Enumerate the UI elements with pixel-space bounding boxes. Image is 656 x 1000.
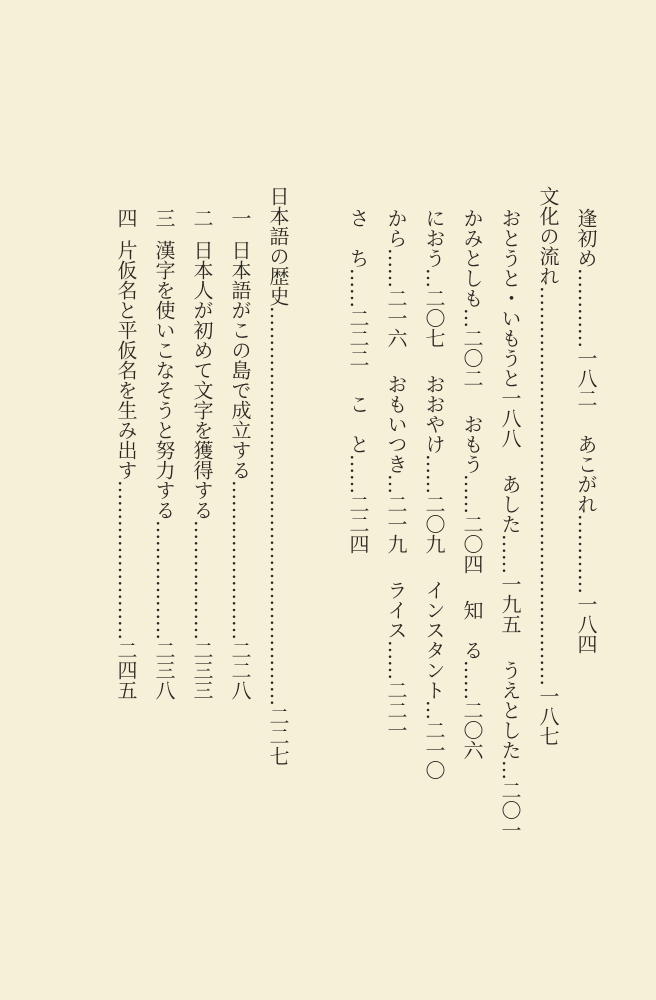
chapter-number: 二 — [190, 208, 214, 228]
leader-dots: ………… — [574, 514, 598, 594]
toc-entry-page: 二〇九 — [422, 494, 446, 554]
toc-entry-page: 二二七 — [266, 706, 290, 766]
toc-entry-title: 知 る — [460, 600, 484, 660]
toc-entry-title: うえとした — [498, 660, 522, 760]
leader-dots: …………………… — [228, 480, 252, 640]
toc-column-7 — [344, 208, 372, 968]
toc-entry-page: 二〇二 — [460, 328, 484, 388]
toc-entry-title: あこがれ — [574, 434, 598, 514]
toc-column-8 — [264, 186, 292, 946]
toc-column-1 — [572, 208, 600, 968]
toc-entry-title: おもう — [460, 414, 484, 474]
toc-entry-title: 片仮名と平仮名を生み出す — [114, 240, 138, 480]
toc-entry-title: 日本語がこの島で成立する — [228, 240, 252, 480]
toc-entry-page: 二〇四 — [460, 514, 484, 574]
chapter-number: 四 — [114, 208, 138, 228]
leader-dots: …… — [384, 248, 408, 288]
toc-entry-page: 一八二 — [574, 348, 598, 408]
leader-dots: …… — [460, 474, 484, 514]
toc-entry-page: 二〇七 — [422, 288, 446, 348]
toc-entry-page: 一八八 — [498, 388, 522, 448]
toc-entry-title: おもいつき — [384, 374, 408, 474]
toc-entry-title: こ と — [346, 394, 370, 454]
toc-entry-title: あした — [498, 474, 522, 534]
chapter-number: 一 — [228, 208, 252, 228]
toc-entry-title: 日本人が初めて文字を獲得する — [190, 240, 214, 520]
leader-dots: … — [498, 760, 522, 780]
toc-entry-page: 二二八 — [228, 640, 252, 700]
section-title: 文化の流れ — [536, 186, 560, 286]
toc-entry-page: 二三三 — [190, 640, 214, 700]
toc-column-3 — [496, 208, 524, 968]
leader-dots: … — [460, 308, 484, 328]
toc-entry-page: 二一六 — [384, 288, 408, 348]
toc-column-12 — [112, 208, 140, 968]
toc-entry-title: おとうと・いもうと — [498, 208, 522, 388]
toc-entry-page: 一八七 — [536, 686, 560, 746]
leader-dots: …… — [422, 454, 446, 494]
leader-dots: …………………… — [114, 480, 138, 640]
toc-entry-page: 二四五 — [114, 640, 138, 700]
toc-column-2 — [534, 186, 562, 946]
leader-dots: ……………… — [190, 520, 214, 640]
toc-entry-title: から — [384, 208, 408, 248]
toc-entry-title: かみとしも — [460, 208, 484, 308]
toc-column-4 — [458, 208, 486, 968]
leader-dots: ……………… — [152, 520, 176, 640]
leader-dots: … — [422, 700, 446, 720]
toc-entry-title: ライス — [384, 580, 408, 640]
toc-entry-page: 一九五 — [498, 574, 522, 634]
toc-entry-page: 二一〇 — [422, 720, 446, 780]
toc-entry-title: おおやけ — [422, 374, 446, 454]
toc-entry-page: 二三八 — [152, 640, 176, 700]
toc-entry-title: 逢初め — [574, 208, 598, 268]
leader-dots: ………… — [574, 268, 598, 348]
leader-dots: …… — [346, 454, 370, 494]
leader-dots: … — [384, 474, 408, 494]
leader-dots: …… — [346, 268, 370, 308]
toc-entry-title: さ ち — [346, 208, 370, 268]
toc-column-6 — [382, 208, 410, 968]
toc-entry-page: 二二四 — [346, 494, 370, 554]
toc-entry-title: 漢字を使いこなそうと努力する — [152, 240, 176, 520]
toc-column-5 — [420, 208, 448, 968]
toc-entry-title: におう — [422, 208, 446, 268]
toc-entry-page: 二〇一 — [498, 780, 522, 840]
toc-entry-page: 二二一 — [384, 680, 408, 740]
leader-dots: …… — [384, 640, 408, 680]
chapter-number: 三 — [152, 208, 176, 228]
leader-dots: …… — [498, 534, 522, 574]
toc-entry-page: 二一九 — [384, 494, 408, 554]
leader-dots: …… — [460, 660, 484, 700]
toc-entry-page: 二二二 — [346, 308, 370, 368]
leader-dots: …………………………………………………… — [266, 306, 290, 706]
leader-dots: … — [422, 268, 446, 288]
toc-entry-page: 二〇六 — [460, 700, 484, 760]
toc-entry-page: 一八四 — [574, 594, 598, 654]
leader-dots: …………………………………………………… — [536, 286, 560, 686]
toc-column-9 — [226, 208, 254, 968]
toc-column-10 — [188, 208, 216, 968]
toc-entry-title: インスタント — [422, 580, 446, 700]
section-title: 日本語の歴史 — [266, 186, 290, 306]
toc-column-11 — [150, 208, 178, 968]
